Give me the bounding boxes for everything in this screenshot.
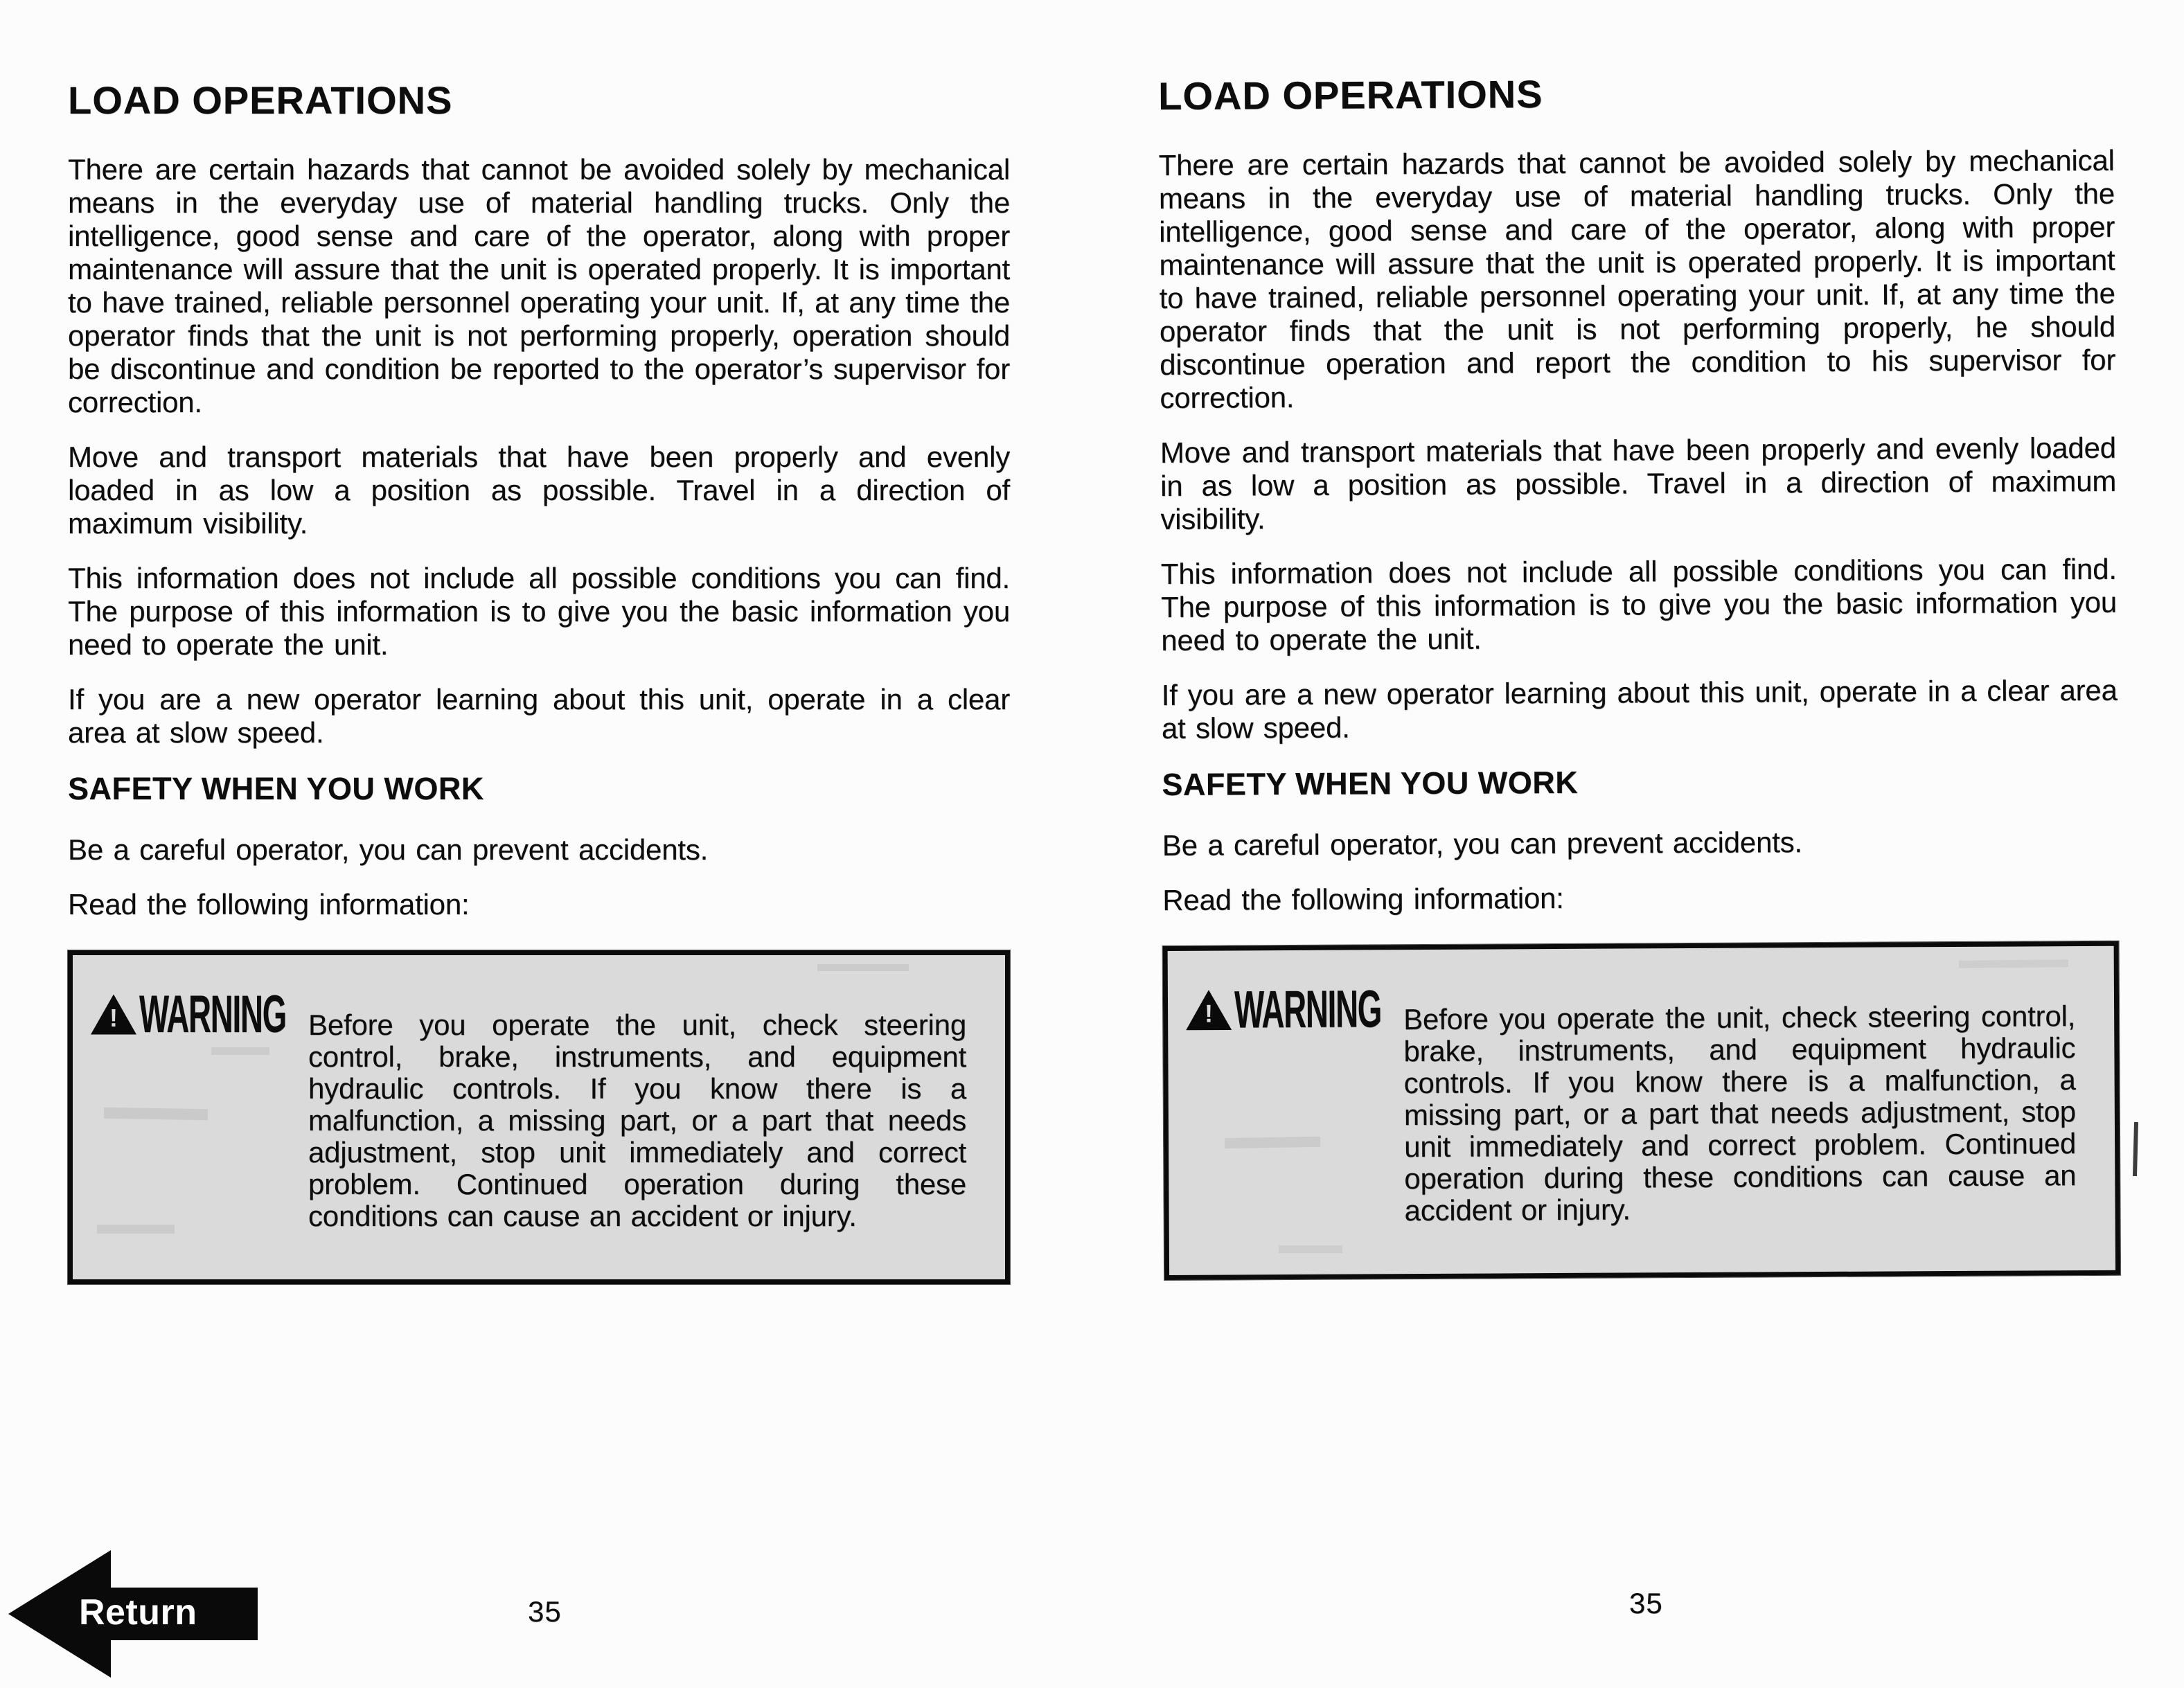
warning-text: Before you operate the unit, check steering control, brake, instruments, and equipment hydraulic controls. If you know there is a malfunction, a missing part, or a part that needs adjustment, stop unit immediately and correct problem. Continued operation during these conditions can cause an accident or injury.	[308, 1009, 966, 1232]
body-paragraph: There are certain hazards that cannot be avoided solely by mechanical means in the everyday use of material handling trucks. Only the intelligence, good sense and care of the operator, along with proper maintenance will assure that the unit is operated properly. It is important to have trained, reliable personnel operating your unit. If, at any time the operator finds that the unit is not performing properly, operation should be discontinue and condition be reported to the operator’s supervisor for correction.	[68, 153, 1010, 418]
page-title: LOAD OPERATIONS	[1158, 72, 1543, 118]
body-paragraph: This information does not include all possible conditions you can find. The purpose of this information is to give you the basic information you need to operate the unit.	[68, 562, 1010, 661]
warning-triangle-icon	[91, 995, 136, 1035]
warning-triangle-icon	[1186, 990, 1232, 1030]
page-number: 35	[528, 1595, 562, 1628]
body-paragraph: Be a careful operator, you can prevent accidents.	[68, 833, 709, 866]
warning-label-text: WARNING	[139, 985, 286, 1044]
manual-page-right	[1158, 69, 2120, 1280]
warning-label	[91, 984, 384, 1045]
return-button[interactable]	[8, 1550, 258, 1678]
safety-heading: SAFETY WHEN YOU WORK	[1162, 764, 1579, 802]
body-paragraph: If you are a new operator learning about this unit, operate in a clear area at slow speed.	[68, 683, 1010, 749]
warning-box	[68, 950, 1010, 1284]
body-paragraph: This information does not include all possible conditions you can find. The purpose of this information is to give you the basic information you need to operate the unit.	[1160, 552, 2118, 657]
page-title: LOAD OPERATIONS	[68, 78, 453, 122]
body-paragraph: If you are a new operator learning about this unit, operate in a clear area at slow speed.	[1161, 673, 2118, 745]
body-paragraph: Read the following information:	[68, 888, 470, 921]
warning-label	[1186, 979, 1480, 1040]
scan-smudge	[2133, 1122, 2138, 1176]
return-button-label: Return	[79, 1592, 197, 1633]
warning-label-text: WARNING	[1234, 979, 1382, 1040]
body-paragraph: Move and transport materials that have been properly and evenly loaded in as low a position as possible. Travel in a direction of maximum visibility.	[1160, 431, 2117, 535]
warning-text: Before you operate the unit, check steering control, brake, instruments, and equipment hydraulic controls. If you know there is a malfunction, a missing part, or a part that needs adjustment, stop unit immediately and correct problem. Continued operation during these conditions can cause an accident or injury.	[1403, 1000, 2077, 1227]
page-number: 35	[1629, 1587, 1663, 1619]
body-paragraph: Be a careful operator, you can prevent accidents.	[1162, 826, 1803, 862]
manual-page-left	[68, 78, 1010, 1284]
body-paragraph: There are certain hazards that cannot be avoided solely by mechanical means in the everyday use of material handling trucks. Only the intelligence, good sense and care of the operator, along with proper maintenance will assure that the unit is operated properly. It is important to have trained, reliable personnel operating your unit. If, at any time the operator finds that the unit is not performing properly, he should discontinue operation and report the condition to his supervisor for correction.	[1158, 143, 2116, 414]
body-paragraph: Move and transport materials that have been properly and evenly loaded in as low a position as possible. Travel in a direction of maximum visibility.	[68, 441, 1010, 540]
warning-box	[1163, 941, 2121, 1280]
body-paragraph: Read the following information:	[1162, 881, 1564, 916]
safety-heading: SAFETY WHEN YOU WORK	[68, 771, 484, 806]
